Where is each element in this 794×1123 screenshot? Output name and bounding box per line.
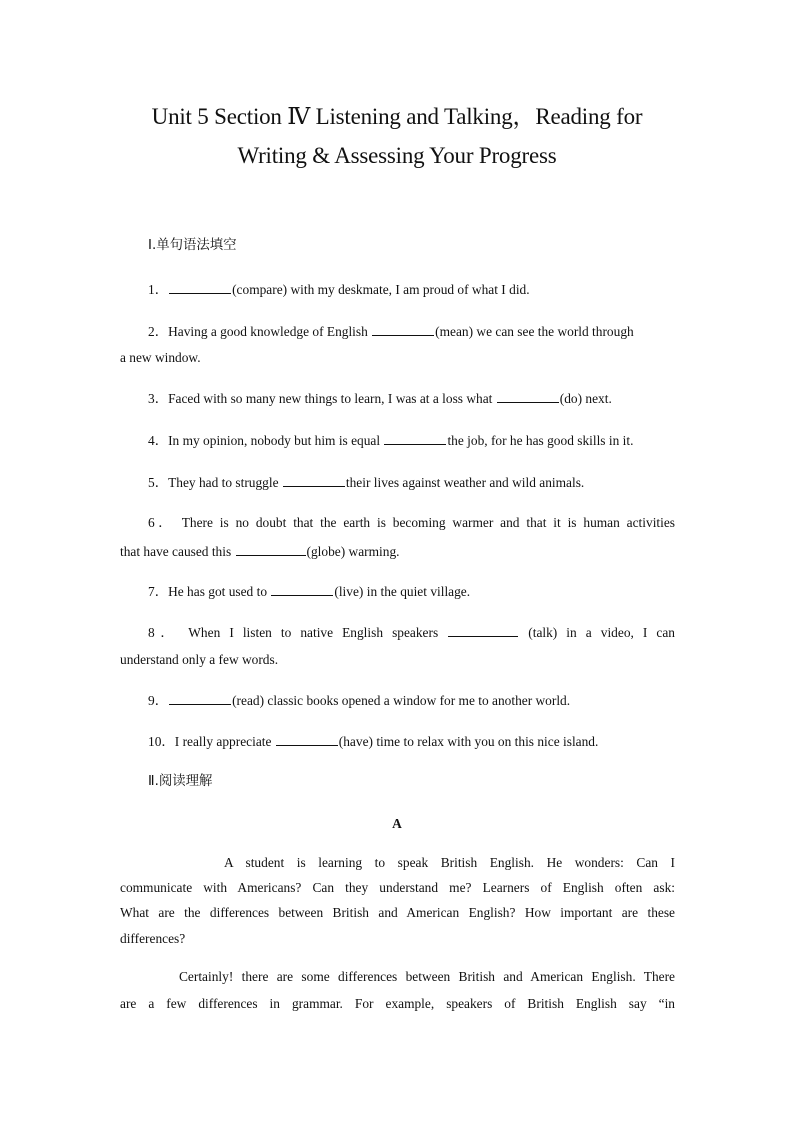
item-text: (mean) we can see the world through (435, 324, 634, 339)
exercise-item-5 (148, 474, 675, 491)
item-text: the job, for he has good skills in it. (447, 433, 634, 448)
item-text: (have) time to relax with you on this nice island. (338, 734, 599, 749)
exercise-item-6 (148, 515, 675, 531)
item-text: (read) classic books opened a window for me to another world. (232, 693, 571, 708)
answer-blank[interactable] (448, 624, 518, 637)
item-text: There is no doubt that the earth is becoming warmer and that it is human activities (181, 515, 676, 530)
answer-blank[interactable] (169, 281, 231, 294)
item-number: 7． (148, 584, 169, 599)
passage-line: What are the differences between British and American English? How important are these (120, 905, 675, 920)
exercise-item-2 (148, 323, 675, 340)
exercise-item-4 (148, 432, 675, 449)
item-continuation: understand only a few words. (120, 652, 279, 667)
item-text: I really appreciate (174, 734, 275, 749)
item-text: (live) in the quiet village. (334, 584, 471, 599)
answer-blank[interactable] (283, 474, 345, 487)
passage-line: communicate with Americans? Can they understand me? Learners of English often ask: (120, 880, 675, 895)
item-number: 8． (148, 625, 180, 640)
document-title-line-2: Writing & Assessing Your Progress (237, 143, 557, 168)
section-2-heading: Ⅱ.阅读理解 (148, 774, 213, 789)
answer-blank[interactable] (236, 543, 306, 556)
item-text: their lives against weather and wild animals. (345, 475, 585, 490)
answer-blank[interactable] (497, 390, 559, 403)
exercise-item-1 (148, 281, 675, 298)
item-text: (do) next. (559, 391, 612, 406)
item-text: They had to struggle (168, 475, 282, 490)
item-text: (talk) in a video, I can (528, 625, 675, 640)
document-title-line-1: Unit 5 Section Ⅳ Listening and Talking，Reading for (151, 104, 643, 129)
item-number: 4． (148, 433, 169, 448)
answer-blank[interactable] (372, 323, 434, 336)
passage-line: differences? (120, 931, 186, 946)
item-number: 9． (148, 693, 169, 708)
answer-blank[interactable] (271, 583, 333, 596)
passage-line: are a few differences in grammar. For example, speakers of British English say “in (120, 996, 675, 1011)
item-text: When I listen to native English speakers (188, 625, 448, 640)
exercise-item-7 (148, 583, 675, 600)
item-text: (compare) with my deskmate, I am proud of what I did. (232, 282, 530, 297)
item-text: Faced with so many new things to learn, I was at a loss what (168, 391, 496, 406)
passage-line: A student is learning to speak British English. He wonders: Can I (224, 855, 675, 870)
exercise-item-8 (148, 624, 675, 641)
passage-line: Certainly! there are some differences between British and American English. There (179, 969, 675, 984)
exercise-item-10 (148, 733, 675, 750)
item-continuation: a new window. (120, 350, 201, 365)
exercise-item-9 (148, 692, 675, 709)
answer-blank[interactable] (169, 692, 231, 705)
item-text: In my opinion, nobody but him is equal (168, 433, 384, 448)
item-number: 10． (148, 734, 175, 749)
exercise-item-3 (148, 390, 675, 407)
item-continuation (120, 543, 675, 560)
answer-blank[interactable] (276, 733, 338, 746)
item-number: 1． (148, 282, 169, 297)
item-text: that have caused this (120, 544, 235, 559)
item-number: 5． (148, 475, 169, 490)
item-text: Having a good knowledge of English (168, 324, 372, 339)
item-number: 3． (148, 391, 169, 406)
item-number: 2． (148, 324, 169, 339)
section-1-heading: Ⅰ.单句语法填空 (148, 238, 237, 253)
item-number: 6． (148, 515, 176, 530)
item-text: He has got used to (168, 584, 271, 599)
passage-label: A (392, 816, 402, 831)
item-text: (globe) warming. (306, 544, 400, 559)
answer-blank[interactable] (384, 432, 446, 445)
